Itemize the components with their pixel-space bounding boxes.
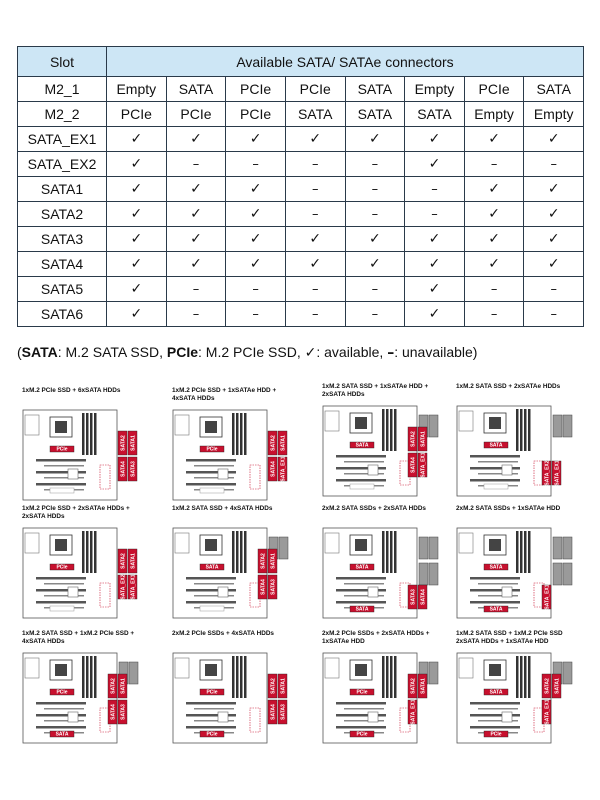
- available-check-icon: ✓: [226, 252, 286, 277]
- sata-connector-label: SATA1: [270, 553, 277, 569]
- unavailable-dash-icon: –: [226, 152, 286, 177]
- legend-check-def: : available,: [316, 344, 388, 360]
- available-check-icon: ✓: [226, 177, 286, 202]
- m2-ssd-label: SATA: [489, 689, 503, 696]
- table-cell: PCIe: [226, 102, 286, 127]
- unavailable-dash-icon: –: [345, 277, 405, 302]
- config-diagram: [22, 505, 150, 600]
- available-check-icon: ✓: [464, 127, 524, 152]
- legend-check-symbol: ✓: [304, 345, 317, 361]
- sata-connector-label: SATA2: [120, 435, 127, 451]
- motherboard-diagram: [322, 652, 440, 746]
- sata-connector-label: SATA1: [420, 678, 427, 694]
- config-diagram: [456, 383, 584, 486]
- available-check-icon: ✓: [524, 177, 584, 202]
- m2-ssd-label: SATA: [489, 564, 503, 571]
- slot-label: M2_2: [18, 102, 107, 127]
- sata-connector-label: SATA2: [260, 553, 267, 569]
- available-check-icon: ✓: [107, 302, 167, 327]
- unavailable-dash-icon: –: [464, 302, 524, 327]
- table-cell: PCIe: [107, 102, 167, 127]
- available-check-icon: ✓: [107, 227, 167, 252]
- unavailable-dash-icon: –: [285, 152, 345, 177]
- available-check-icon: ✓: [464, 252, 524, 277]
- available-check-icon: ✓: [285, 227, 345, 252]
- sata-connector-label: SATA1: [130, 553, 137, 569]
- unavailable-dash-icon: –: [464, 277, 524, 302]
- sata-connector-label: SATA4: [410, 457, 417, 473]
- table-cell: Empty: [107, 77, 167, 102]
- table-row: [18, 127, 584, 152]
- m2-ssd-label: PCIe: [356, 689, 368, 696]
- table-row: [18, 227, 584, 252]
- available-check-icon: ✓: [524, 227, 584, 252]
- sata-connector-label: SATA_EX2: [544, 460, 551, 486]
- unavailable-dash-icon: –: [226, 302, 286, 327]
- diagram-title: 1xM.2 SATA SSD + 1xSATAe HDD + 2xSATA HDDs: [322, 383, 429, 398]
- sata-connector-label: SATA4: [270, 461, 277, 477]
- motherboard-diagram: [456, 652, 574, 746]
- sata-connector-label: SATA2: [410, 431, 417, 447]
- diagram-title: 1xM.2 SATA SSD + 1xM.2 PCIe SSD + 4xSATA HDDs: [22, 630, 135, 645]
- sata-connector-label: SATA_EX1: [410, 699, 417, 725]
- available-check-icon: ✓: [524, 202, 584, 227]
- slot-label: SATA1: [18, 177, 107, 202]
- motherboard-diagram: [172, 409, 290, 503]
- slot-header: Slot: [18, 47, 107, 77]
- sata-connector-label: SATA3: [270, 579, 277, 595]
- sata-connector-table: [17, 46, 584, 327]
- sata-connector-label: SATA4: [420, 589, 427, 605]
- sata-connector-label: SATA3: [130, 461, 137, 477]
- m2-ssd-label: PCIe: [56, 689, 68, 696]
- table-cell: SATA: [285, 102, 345, 127]
- table-row: [18, 252, 584, 277]
- sata-connector-label: SATA1: [420, 431, 427, 447]
- available-check-icon: ✓: [345, 227, 405, 252]
- table-cell: PCIe: [226, 77, 286, 102]
- available-check-icon: ✓: [107, 202, 167, 227]
- m2-ssd-label: SATA: [355, 442, 369, 449]
- sata-connector-label: SATA4: [110, 704, 117, 720]
- slot-label: SATA5: [18, 277, 107, 302]
- table-cell: SATA: [524, 77, 584, 102]
- config-diagram: [22, 387, 150, 477]
- motherboard-diagram: [456, 405, 574, 499]
- motherboard-diagram: [322, 405, 440, 499]
- config-diagram: [22, 630, 150, 738]
- available-check-icon: ✓: [464, 177, 524, 202]
- table-cell: SATA: [166, 77, 226, 102]
- m2-ssd-label: PCIe: [56, 446, 68, 453]
- config-diagram: [322, 505, 450, 613]
- available-check-icon: ✓: [285, 252, 345, 277]
- available-check-icon: ✓: [226, 227, 286, 252]
- slot-label: M2_1: [18, 77, 107, 102]
- unavailable-dash-icon: –: [285, 202, 345, 227]
- motherboard-diagram: [22, 409, 140, 503]
- sata-connector-label: SATA2: [120, 553, 127, 569]
- available-check-icon: ✓: [226, 202, 286, 227]
- table-cell: Empty: [405, 77, 465, 102]
- m2-ssd-label: PCIe: [56, 564, 68, 571]
- legend-pcie-def: : M.2 PCIe SSD,: [198, 344, 305, 360]
- diagram-title: 2xM.2 PCIe SSDs + 4xSATA HDDs: [172, 630, 274, 637]
- m2-ssd-label: SATA: [355, 606, 369, 613]
- unavailable-dash-icon: –: [166, 152, 226, 177]
- unavailable-dash-icon: –: [345, 202, 405, 227]
- motherboard-diagram: [172, 652, 290, 746]
- diagram-title: 1xM.2 SATA SSD + 1xM.2 PCIe SSD 2xSATA HDDs + 1xSATAe HDD: [456, 630, 563, 645]
- m2-ssd-label: SATA: [205, 564, 219, 571]
- diagram-title: 2xM.2 SATA SSDs + 2xSATA HDDs: [322, 505, 426, 512]
- unavailable-dash-icon: –: [166, 277, 226, 302]
- sata-connector-label: SATA4: [260, 579, 267, 595]
- config-diagram: [322, 383, 450, 478]
- sata-connector-label: SATA2: [270, 678, 277, 694]
- unavailable-dash-icon: –: [405, 177, 465, 202]
- sata-connector-label: SATA2: [270, 435, 277, 451]
- sata-connector-label: SATA2: [410, 678, 417, 694]
- available-check-icon: ✓: [345, 252, 405, 277]
- available-check-icon: ✓: [226, 127, 286, 152]
- motherboard-diagram: [456, 527, 574, 621]
- slot-label: SATA_EX1: [18, 127, 107, 152]
- m2-ssd-label: PCIe: [206, 731, 218, 738]
- legend: [17, 344, 477, 361]
- m2-ssd-label: SATA: [489, 442, 503, 449]
- config-diagram: [172, 505, 300, 595]
- available-check-icon: ✓: [405, 277, 465, 302]
- config-diagram: [456, 505, 584, 613]
- sata-connector-label: SATA_EX2: [120, 574, 127, 600]
- available-check-icon: ✓: [464, 227, 524, 252]
- diagram-title: 1xM.2 PCIe SSD + 1xSATAe HDD + 4xSATA HDDs: [172, 387, 277, 402]
- sata-connector-label: SATA_EX1: [544, 584, 551, 610]
- available-check-icon: ✓: [524, 252, 584, 277]
- sata-connector-label: SATA4: [120, 461, 127, 477]
- available-check-icon: ✓: [107, 252, 167, 277]
- available-check-icon: ✓: [166, 177, 226, 202]
- slot-label: SATA2: [18, 202, 107, 227]
- available-check-icon: ✓: [107, 152, 167, 177]
- diagram-title: 2xM.2 SATA SSDs + 1xSATAe HDD: [456, 505, 561, 512]
- unavailable-dash-icon: –: [285, 177, 345, 202]
- table-row: [18, 302, 584, 327]
- available-check-icon: ✓: [107, 177, 167, 202]
- available-check-icon: ✓: [405, 252, 465, 277]
- m2-ssd-label: PCIe: [206, 446, 218, 453]
- unavailable-dash-icon: –: [285, 277, 345, 302]
- diagram-title: 2xM.2 PCIe SSDs + 2xSATA HDDs + 1xSATAe HDD: [322, 630, 430, 645]
- available-check-icon: ✓: [166, 252, 226, 277]
- diagram-title: 1xM.2 SATA SSD + 4xSATA HDDs: [172, 505, 273, 512]
- available-check-icon: ✓: [464, 202, 524, 227]
- available-check-icon: ✓: [405, 302, 465, 327]
- sata-connector-label: SATA3: [410, 589, 417, 605]
- available-check-icon: ✓: [166, 202, 226, 227]
- diagram-title: 1xM.2 SATA SSD + 2xSATAe HDDs: [456, 383, 561, 390]
- table-row: [18, 102, 584, 127]
- table-header-row: [18, 47, 584, 77]
- table-cell: PCIe: [166, 102, 226, 127]
- sata-connector-label: SATA3: [280, 704, 287, 720]
- table-cell: PCIe: [285, 77, 345, 102]
- sata-connector-label: SATA2: [110, 678, 117, 694]
- slot-label: SATA4: [18, 252, 107, 277]
- sata-connector-label: SATA_EX1: [554, 460, 561, 486]
- table-body: [18, 77, 584, 327]
- unavailable-dash-icon: –: [524, 277, 584, 302]
- sata-connector-label: SATA1: [280, 435, 287, 451]
- legend-pcie-term: PCIe: [166, 344, 199, 360]
- m2-ssd-label: PCIe: [490, 731, 502, 738]
- available-check-icon: ✓: [405, 227, 465, 252]
- slot-label: SATA_EX2: [18, 152, 107, 177]
- m2-ssd-label: SATA: [489, 606, 503, 613]
- table-cell: SATA: [345, 77, 405, 102]
- unavailable-dash-icon: –: [524, 152, 584, 177]
- table-row: [18, 277, 584, 302]
- sata-connector-label: SATA1: [120, 678, 127, 694]
- legend-dash-symbol: –: [387, 345, 395, 361]
- sata-connector-label: SATA2: [544, 678, 551, 694]
- m2-ssd-label: PCIe: [356, 731, 368, 738]
- slot-label: SATA6: [18, 302, 107, 327]
- sata-connector-label: SATA_EX1: [420, 452, 427, 478]
- unavailable-dash-icon: –: [464, 152, 524, 177]
- available-check-icon: ✓: [107, 277, 167, 302]
- table-row: [18, 152, 584, 177]
- available-check-icon: ✓: [405, 127, 465, 152]
- table-row: [18, 202, 584, 227]
- legend-sata-def: : M.2 SATA SSD,: [57, 344, 167, 360]
- config-diagram: [172, 387, 300, 482]
- available-check-icon: ✓: [345, 127, 405, 152]
- m2-ssd-label: PCIe: [206, 689, 218, 696]
- sata-connector-label: SATA_EX1: [544, 699, 551, 725]
- config-diagram: [456, 630, 584, 738]
- available-check-icon: ✓: [405, 152, 465, 177]
- unavailable-dash-icon: –: [166, 302, 226, 327]
- sata-connector-label: SATA3: [120, 704, 127, 720]
- table-cell: PCIe: [464, 77, 524, 102]
- available-header: Available SATA/ SATAe connectors: [107, 47, 584, 77]
- motherboard-diagram: [22, 527, 140, 621]
- available-check-icon: ✓: [166, 227, 226, 252]
- unavailable-dash-icon: –: [345, 302, 405, 327]
- config-diagram: [322, 630, 450, 738]
- table-cell: Empty: [524, 102, 584, 127]
- sata-connector-label: SATA1: [280, 678, 287, 694]
- unavailable-dash-icon: –: [524, 302, 584, 327]
- available-check-icon: ✓: [285, 127, 345, 152]
- sata-connector-label: SATA4: [270, 704, 277, 720]
- m2-ssd-label: SATA: [55, 731, 69, 738]
- table-cell: SATA: [345, 102, 405, 127]
- unavailable-dash-icon: –: [226, 277, 286, 302]
- diagram-title: 1xM.2 PCIe SSD + 2xSATAe HDDs + 2xSATA HDDs: [22, 505, 130, 520]
- unavailable-dash-icon: –: [345, 177, 405, 202]
- unavailable-dash-icon: –: [285, 302, 345, 327]
- unavailable-dash-icon: –: [345, 152, 405, 177]
- slot-label: SATA3: [18, 227, 107, 252]
- sata-connector-label: SATA1: [130, 435, 137, 451]
- available-check-icon: ✓: [524, 127, 584, 152]
- available-check-icon: ✓: [107, 127, 167, 152]
- legend-sata-term: SATA: [21, 344, 58, 360]
- sata-connector-label: SATA_EX1: [280, 456, 287, 482]
- table-row: [18, 177, 584, 202]
- table-cell: SATA: [405, 102, 465, 127]
- config-diagram: [172, 630, 300, 738]
- sata-connector-label: SATA_EX1: [130, 574, 137, 600]
- table-row: [18, 77, 584, 102]
- m2-ssd-label: SATA: [355, 564, 369, 571]
- motherboard-diagram: [172, 527, 290, 621]
- available-check-icon: ✓: [166, 127, 226, 152]
- unavailable-dash-icon: –: [405, 202, 465, 227]
- table-cell: Empty: [464, 102, 524, 127]
- sata-connector-label: SATA1: [554, 678, 561, 694]
- legend-dash-def: : unavailable): [394, 344, 478, 360]
- motherboard-diagram: [322, 527, 440, 621]
- legend-open: (: [17, 344, 22, 360]
- diagram-title: 1xM.2 PCIe SSD + 6xSATA HDDs: [22, 387, 121, 394]
- motherboard-diagram: [22, 652, 140, 746]
